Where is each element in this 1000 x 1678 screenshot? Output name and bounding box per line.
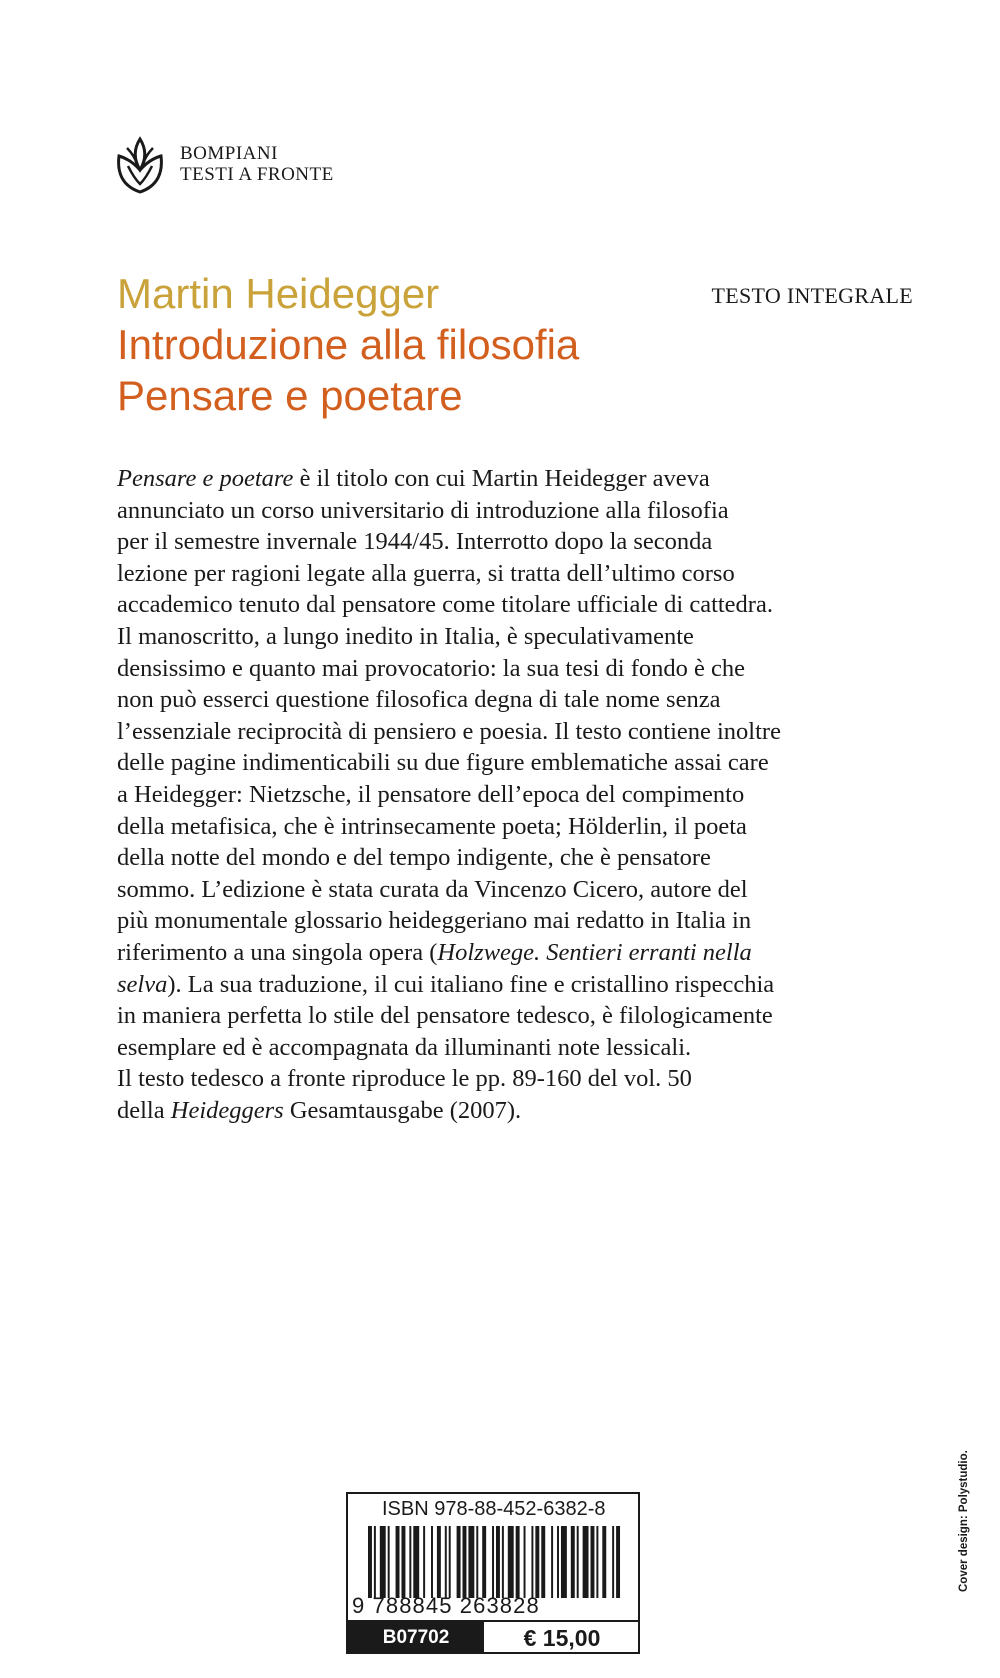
barcode-bar bbox=[431, 1526, 433, 1598]
blurb-text: riferimento a una singola opera ( bbox=[117, 938, 438, 966]
blurb-line: Il testo tedesco a fronte riproduce le pp. 89-160 del vol. 50 bbox=[117, 1065, 692, 1093]
barcode-bar bbox=[396, 1526, 400, 1598]
blurb-line: sommo. L’edizione è stata curata da Vincenzo Cicero, autore del bbox=[117, 875, 748, 903]
barcode-bar bbox=[577, 1526, 579, 1598]
barcode-bar bbox=[590, 1526, 594, 1598]
barcode-bar bbox=[612, 1526, 614, 1598]
barcode-bar bbox=[602, 1526, 606, 1598]
book-blurb bbox=[117, 463, 917, 1126]
title-line-1: Introduzione alla filosofia bbox=[117, 321, 580, 368]
barcode-bar bbox=[502, 1526, 504, 1598]
barcode-bar bbox=[482, 1526, 486, 1598]
barcode-bar bbox=[368, 1526, 372, 1598]
barcode-bar bbox=[401, 1526, 405, 1598]
barcode-bar bbox=[535, 1526, 539, 1598]
barcode-bar bbox=[374, 1526, 376, 1598]
ean-digits: 9 788845 263828 bbox=[352, 1593, 540, 1618]
barcode-bar bbox=[557, 1526, 559, 1598]
barcode-bar bbox=[492, 1526, 494, 1598]
barcode-bar bbox=[423, 1526, 425, 1598]
barcode-bar bbox=[413, 1526, 419, 1598]
blurb-line bbox=[117, 1095, 917, 1127]
blurb-line bbox=[117, 937, 917, 969]
blurb-line: Il manoscritto, a lungo inedito in Italia, è speculativamente bbox=[117, 622, 694, 650]
blurb-italic: Pensare e poetare bbox=[117, 465, 294, 492]
product-code: B07702 bbox=[348, 1622, 484, 1654]
blurb-line: in maniera perfetta lo stile del pensatore tedesco, è filologicamente bbox=[117, 1002, 773, 1030]
blurb-text: della bbox=[117, 1096, 171, 1124]
barcode-bar bbox=[531, 1526, 533, 1598]
blurb-line: non può esserci questione filosofica degna di tale nome senza bbox=[117, 686, 721, 714]
blurb-text: è il titolo con cui Martin Heidegger aveva bbox=[293, 465, 710, 492]
barcode-bar bbox=[616, 1526, 620, 1598]
blurb-line: più monumentale glossario heideggeriano mai redatto in Italia in bbox=[117, 907, 752, 935]
blurb-line: della metafisica, che è intrinsecamente poeta; Hölderlin, il poeta bbox=[117, 812, 747, 840]
blurb-line: densissimo e quanto mai provocatorio: la sua tesi di fondo è che bbox=[117, 654, 746, 682]
imprint-line-1: BOMPIANI bbox=[180, 143, 278, 164]
barcode-bar bbox=[457, 1526, 461, 1598]
blurb-line: per il semestre invernale 1944/45. Interrotto dopo la seconda bbox=[117, 528, 713, 556]
isbn-number: ISBN 978-88-452-6382-8 bbox=[382, 1498, 606, 1520]
blurb-italic: Heideggers bbox=[170, 1096, 284, 1124]
blurb-line: delle pagine indimenticabili su due figure emblematiche assai care bbox=[117, 749, 769, 777]
barcode-bar bbox=[571, 1526, 575, 1598]
blurb-line: accademico tenuto dal pensatore come titolare ufficiale di cattedra. bbox=[117, 591, 773, 619]
imprint-line-2: TESTI A FRONTE bbox=[180, 164, 334, 185]
bompiani-rose-logo-icon bbox=[114, 136, 166, 194]
barcode-bar bbox=[496, 1526, 500, 1598]
barcode-bar bbox=[380, 1526, 386, 1598]
barcode-bar bbox=[437, 1526, 441, 1598]
barcode-bar bbox=[541, 1526, 545, 1598]
barcode-bar bbox=[551, 1526, 553, 1598]
barcode-bar bbox=[508, 1526, 514, 1598]
blurb-line: a Heidegger: Nietzsche, il pensatore dell’epoca del compimento bbox=[117, 780, 745, 808]
author-name: Martin Heidegger bbox=[117, 270, 440, 317]
barcode-bars-icon bbox=[368, 1526, 622, 1598]
barcode-bar bbox=[468, 1526, 474, 1598]
edition-label: TESTO INTEGRALE bbox=[711, 283, 913, 308]
barcode-bar bbox=[449, 1526, 451, 1598]
blurb-line bbox=[117, 969, 917, 1001]
barcode-bar bbox=[583, 1526, 589, 1598]
blurb-line: annunciato un corso universitario di introduzione alla filosofia bbox=[117, 496, 729, 524]
title-line-2: Pensare e poetare bbox=[117, 372, 463, 419]
cover-design-credit: Cover design: Polystudio. bbox=[958, 1450, 970, 1592]
barcode-bar bbox=[516, 1526, 520, 1598]
barcode-bar bbox=[476, 1526, 478, 1598]
barcode-bar bbox=[388, 1526, 390, 1598]
blurb-line: l’essenziale reciprocità di pensiero e poesia. Il testo contiene inoltre bbox=[117, 717, 781, 745]
blurb-line: lezione per ragioni legate alla guerra, si tratta dell’ultimo corso bbox=[117, 559, 735, 587]
barcode-bar bbox=[445, 1526, 447, 1598]
blurb-italic: selva bbox=[117, 970, 168, 998]
book-title bbox=[117, 319, 579, 421]
blurb-text: Gesamtausgabe (2007). bbox=[283, 1096, 522, 1124]
barcode-panel bbox=[346, 1492, 640, 1654]
barcode-bar bbox=[561, 1526, 567, 1598]
price: € 15,00 bbox=[523, 1625, 601, 1651]
publisher-imprint bbox=[180, 143, 334, 185]
barcode-bar bbox=[596, 1526, 598, 1598]
blurb-line bbox=[117, 463, 917, 495]
barcode-bar bbox=[524, 1526, 526, 1598]
barcode-bar bbox=[463, 1526, 467, 1598]
blurb-italic: Holzwege. Sentieri erranti nella bbox=[437, 938, 752, 966]
blurb-line: esemplare ed è accompagnata da illuminanti note lessicali. bbox=[117, 1033, 692, 1061]
blurb-text: ). La sua traduzione, il cui italiano fine e cristallino rispecchia bbox=[167, 970, 775, 998]
barcode-bar bbox=[409, 1526, 411, 1598]
blurb-line: della notte del mondo e del tempo indigente, che è pensatore bbox=[117, 844, 711, 872]
